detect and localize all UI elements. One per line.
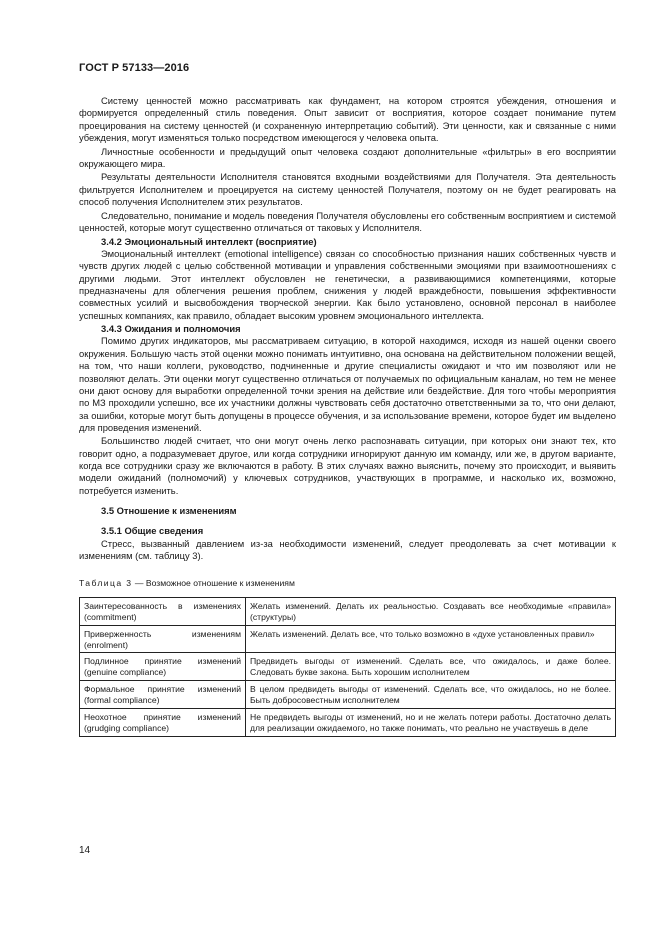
section-heading-3-5: 3.5 Отношение к изменениям	[101, 505, 237, 517]
table-row	[80, 653, 616, 681]
table-cell-desc: В целом предвидеть выгоды от изменений. Сделать все, что ожидалось, но не более. Быть добросовестным исполнителем	[246, 681, 616, 709]
page-number: 14	[79, 845, 91, 856]
table-cell-desc: Желать изменений. Делать все, что только возможно в «духе установленных правил»	[246, 625, 616, 653]
paragraph: Систему ценностей можно рассматривать как фундамент, на котором строятся убеждения, отношения и формируется определенный стиль поведения. Опыт зависит от восприятия, которое создает понимание путем проецирования на систему ценностей (и сохраненную интерпретацию событий). Эти ценности, как и связанные с ними убеждения, могут изменяться только посредством имеющегося у человека опыта.	[79, 95, 616, 144]
table-cell-desc: Предвидеть выгоды от изменений. Сделать все, что ожидалось, и даже более. Следовать букве закона. Быть хорошим исполнителем	[246, 653, 616, 681]
section-heading-3-4-3: 3.4.3 Ожидания и полномочия	[101, 323, 241, 335]
document-body	[79, 95, 616, 737]
table-caption-label: Таблица 3	[79, 577, 133, 588]
table-cell-term: Неохотное принятие изменений (grudging compliance)	[80, 709, 246, 737]
paragraph: Помимо других индикаторов, мы рассматриваем ситуацию, в которой находимся, исходя из нашей оценки своего окружения. Большую часть этой оценки можно понимать интуитивно, она основана на действительном положении вещей, на том, что наши коллеги, руководство, подчиненные и другие специалисты ожидают и что им позволяют или не позволяют делать. Эти оценки могут существенно отличаться от получаемых по официальным каналам, но тем не менее они дают основу для выработки определенной точки зрения на действие или бездействие. Для того чтобы мероприятия по МЗ проходили успешно, все их участники должны чувствовать себя достаточно ответственными за то, что они делают, за ошибки, которые могут быть допущены в процессе обучения, и за использование времени, которое будет им выделено для проведения изменений.	[79, 335, 616, 433]
paragraph: Стресс, вызванный давлением из-за необходимости изменений, следует преодолевать за счет мотивации к изменениям (см. таблицу 3).	[79, 537, 616, 562]
table-row	[80, 597, 616, 625]
table-row	[80, 709, 616, 737]
table-cell-term: Приверженность изменениям (enrolment)	[80, 625, 246, 653]
table-cell-term: Формальное принятие изменений (formal compliance)	[80, 681, 246, 709]
attitude-table	[79, 597, 616, 737]
table-caption	[79, 577, 616, 589]
paragraph: Эмоциональный интеллект (emotional intelligence) связан со способностью признания наших собственных чувств и чувств других людей с целью собственной мотивации и управления собственными эмоциями при взаимоотношениях с другими людьми. Этот интеллект обусловлен не генетически, а развивающимися компетенциями, которые предназначены для облегчения решения проблем, снижения у людей враждебности, повышения эффективности совместных усилий и высвобождения творческой энергии. Как было установлено, основной персонал в наиболее успешных компаниях, как правило, обладает высоким уровнем эмоционального интеллекта.	[79, 247, 616, 321]
document-header: ГОСТ Р 57133—2016	[79, 62, 190, 74]
section-heading-3-4-2: 3.4.2 Эмоциональный интеллект (восприятие)	[101, 235, 317, 247]
table-cell-term: Заинтересованность в изменениях (commitment)	[80, 597, 246, 625]
table-row	[80, 681, 616, 709]
paragraph: Большинство людей считает, что они могут очень легко распознавать ситуации, при которых они знают тех, кто говорит одно, а подразумевает другое, или когда сотрудники игнорируют данную им команду, или же, в другом варианте, когда все сотрудники сразу же включаются в работу. В этих случаях важно выяснить, почему это происходит, и выявить модели ожиданий (полномочий) у ключевых сотрудников, участвующих в программе, и насколько их, возможно, потребуется изменить.	[79, 435, 616, 496]
table-row	[80, 625, 616, 653]
section-heading-3-5-1: 3.5.1 Общие сведения	[101, 525, 204, 537]
paragraph: Личностные особенности и предыдущий опыт человека создают дополнительные «фильтры» в его восприятии окружающего мира.	[79, 145, 616, 169]
table-cell-desc: Желать изменений. Делать их реальностью. Создавать все необходимые «правила» (структуры)	[246, 597, 616, 625]
table-cell-term: Подлинное принятие изменений (genuine compliance)	[80, 653, 246, 681]
table-caption-text: — Возможное отношение к изменениям	[132, 577, 295, 588]
paragraph: Результаты деятельности Исполнителя становятся входными воздействиями для Получателя. Эта деятельность фильтруется Исполнителем и проецируется на систему ценностей Получателя, поэтому он не будет реагировать на способ получения Исполнителем этих результатов.	[79, 171, 616, 208]
table-cell-desc: Не предвидеть выгоды от изменений, но и не желать потери работы. Достаточно делать для реализации ожидаемого, но также понимать, что реально не участвуешь в деле	[246, 709, 616, 737]
paragraph: Следовательно, понимание и модель поведения Получателя обусловлены его собственным восприятием и системой ценностей, которые могут существенно отличаться от таковых у Исполнителя.	[79, 209, 616, 233]
